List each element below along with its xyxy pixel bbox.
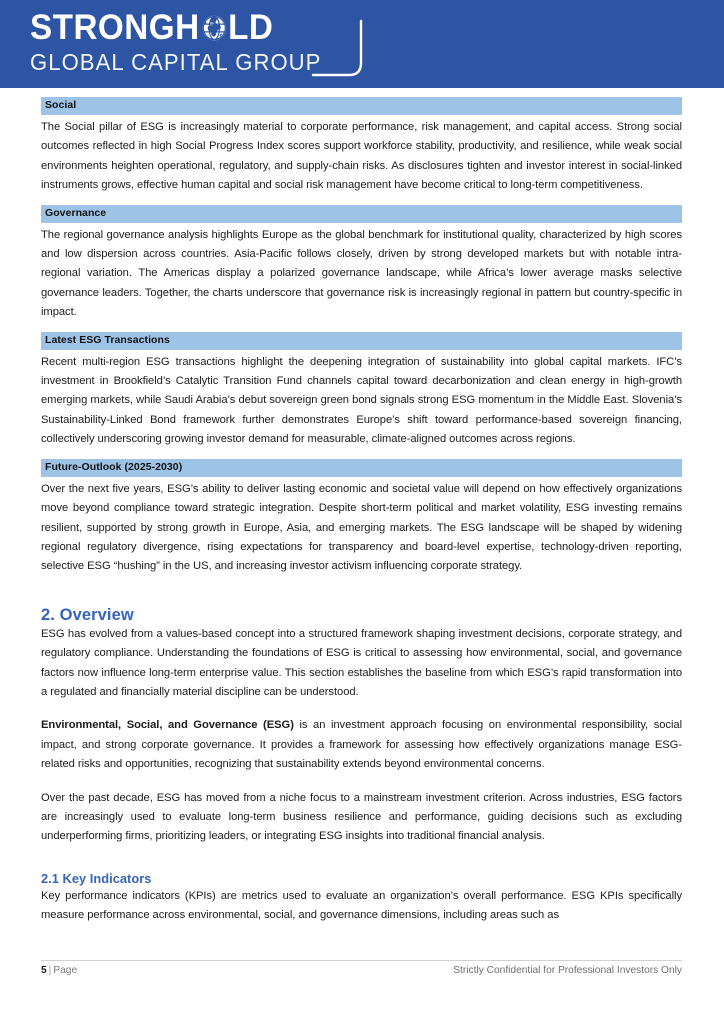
company-logo	[30, 9, 340, 79]
footer-page-number: 5	[41, 965, 47, 976]
section-band-future-outlook	[41, 459, 682, 477]
paragraph-overview-1: ESG has evolved from a values-based concept into a structured framework shaping investment decisions, corporate strategy, and regulatory compliance. Understanding the foundations of ESG is critical to assessing how environmental, social, and governance factors now influence long-term enterprise value. This section establishes the baseline from which ESG’s rapid transformation into a regulated and financially material discipline can be understood.	[41, 627, 682, 698]
page-header-banner	[0, 0, 724, 88]
footer-confidentiality-notice: Strictly Confidential for Professional Investors Only	[453, 965, 682, 976]
paragraph-social: The Social pillar of ESG is increasingly material to corporate performance, risk management, and capital access. Strong social outcomes reflected in high Social Progress Index scores support workforce stability, productivity, and resilience, while weak social environments heighten operational, regulatory, and supply-chain risks. As disclosures tighten and investor interest in social-linked instruments grows, effective human capital and social risk management have become critical to long-term competitiveness.	[41, 121, 682, 192]
section-band-label: Governance	[45, 206, 107, 219]
section-band-label: Latest ESG Transactions	[45, 333, 170, 346]
paragraph-key-indicators: Key performance indicators (KPIs) are metrics used to evaluate an organization’s overall performance. ESG KPIs specifically measure performance across environmental, social, and governance dimensions, including areas such as	[41, 889, 682, 922]
paragraph-latest-esg-transactions: Recent multi-region ESG transactions highlight the deepening integration of sustainability into global capital markets. IFC’s investment in Brookfield’s Catalytic Transition Fund channels capital toward decarbonization and clean energy in high-growth emerging markets, while Saudi Arabia’s debut sovereign green bond signals strong ESG momentum in the Middle East. Slovenia’s Sustainability-Linked Bond framework further demonstrates Europe’s shift toward performance-based sovereign financing, collectively underscoring growing investor demand for measurable, climate-aligned outcomes across regions.	[41, 355, 682, 446]
section-band-label: Social	[45, 99, 77, 111]
section-band-social	[41, 97, 682, 115]
section-band-latest-esg-transactions	[41, 332, 682, 350]
paragraph-governance: The regional governance analysis highlights Europe as the global benchmark for institutional quality, characterized by high scores and low dispersion across countries. Asia-Pacific follows closely, driven by strong developed markets but with notable intra-regional variation. The Americas display a polarized governance landscape, while Africa’s lower average masks selective governance leaders. Together, the charts underscore that governance risk is increasingly regional in pattern but country-specific in impact.	[41, 228, 682, 319]
paragraph-future-outlook: Over the next five years, ESG’s ability to deliver lasting economic and societal value will depend on how effectively organizations move beyond compliance toward strategic integration. Despite short-term political and market volatility, ESG investing remains resilient, supported by strong growth in Europe, Asia, and emerging markets. The ESG landscape will be shaped by widening regional regulatory divergence, rising expectations for transparency and board-level expertise, technology-driven reporting, selective ESG “hushing” in the US, and increasing investor activism influencing corporate strategy.	[41, 482, 682, 573]
heading-overview: 2. Overview	[41, 605, 134, 624]
globe-icon	[201, 12, 228, 40]
section-band-governance	[41, 205, 682, 223]
page-content	[0, 97, 724, 926]
footer-page-indicator	[41, 965, 77, 976]
logo-wordmark-part-1: STRONGH	[30, 8, 200, 47]
logo-swoosh-icon	[311, 19, 367, 81]
esg-definition-text: is an investment approach focusing on environmental responsibility, social impact, and strong corporate governance. It provides a framework for assessing how effectively organizations manage ESG-related risks and opportunities, recognizing that sustainability extends beyond environmental concerns.	[41, 719, 683, 771]
heading-key-indicators: 2.1 Key Indicators	[41, 870, 152, 886]
paragraph-overview-3: Over the past decade, ESG has moved from a niche focus to a mainstream investment criterion. Across industries, ESG factors are increasingly used to evaluate long-term business resilience and performance, guiding decisions such as excluding underperforming firms, prioritizing leaders, or integrating ESG insights into traditional financial analysis.	[41, 791, 682, 843]
footer-separator: |	[48, 965, 52, 976]
esg-definition-term: Environmental, Social, and Governance (ESG)	[41, 719, 294, 732]
paragraph-overview-2	[41, 716, 682, 774]
logo-tagline: GLOBAL CAPITAL GROUP	[30, 49, 322, 75]
footer-page-word: Page	[53, 965, 78, 976]
logo-wordmark-part-2: LD	[228, 8, 274, 47]
section-band-label: Future-Outlook (2025-2030)	[45, 460, 183, 473]
page-footer	[41, 960, 682, 976]
logo-wordmark	[30, 9, 325, 47]
